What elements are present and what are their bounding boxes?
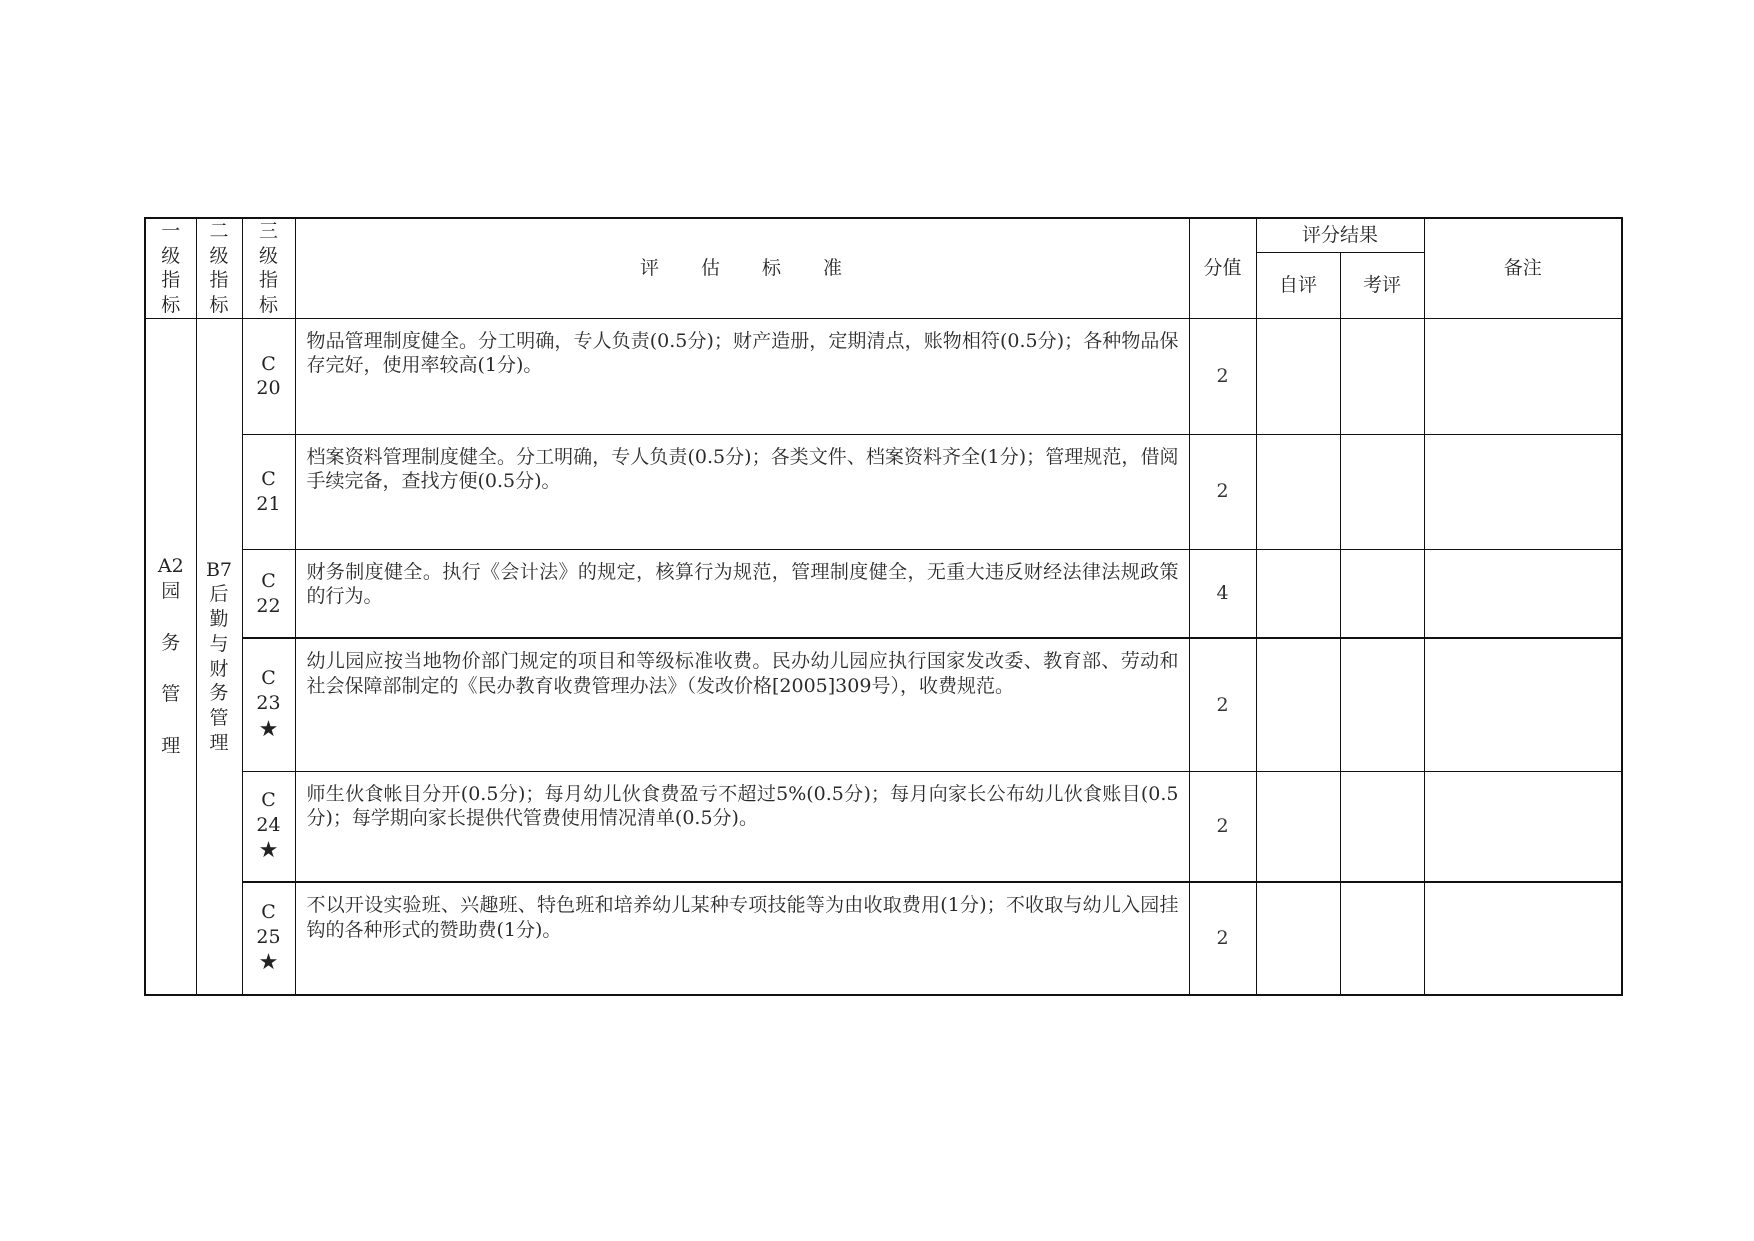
exam-eval-cell[interactable] — [1340, 638, 1424, 771]
table-row — [145, 434, 1622, 549]
score-value: 2 — [1189, 771, 1256, 882]
star-icon: ★ — [258, 838, 279, 864]
level1-cell: A2 园 务 管 理 — [145, 318, 196, 995]
header-self-eval: 自评 — [1256, 253, 1340, 318]
exam-eval-cell[interactable] — [1340, 318, 1424, 434]
table-row — [145, 771, 1622, 882]
exam-eval-cell[interactable] — [1340, 882, 1424, 995]
score-value: 2 — [1189, 318, 1256, 434]
standard-text: 不以开设实验班、兴趣班、特色班和培养幼儿某种专项技能等为由收取费用(1分)；不收取与幼儿入园挂钩的各种形式的赞助费(1分)。 — [295, 882, 1189, 995]
level3-cell: C 23 ★ — [242, 638, 295, 771]
remarks-cell[interactable] — [1424, 882, 1622, 995]
standard-text: 幼儿园应按当地物价部门规定的项目和等级标准收费。民办幼儿园应执行国家发改委、教育部、劳动和社会保障部制定的《民办教育收费管理办法》（发改价格[2005]309号），收费规范。 — [295, 638, 1189, 771]
header-remarks: 备注 — [1424, 218, 1622, 318]
evaluation-table-container — [144, 217, 1621, 996]
level3-cell: C 24 ★ — [242, 771, 295, 882]
self-eval-cell[interactable] — [1256, 882, 1340, 995]
remarks-cell[interactable] — [1424, 771, 1622, 882]
remarks-cell[interactable] — [1424, 318, 1622, 434]
header-standard-title: 评 估 标 准 — [295, 218, 1189, 318]
exam-eval-cell[interactable] — [1340, 771, 1424, 882]
self-eval-cell[interactable] — [1256, 771, 1340, 882]
self-eval-cell[interactable] — [1256, 434, 1340, 549]
self-eval-cell[interactable] — [1256, 549, 1340, 638]
star-icon: ★ — [258, 716, 279, 742]
standard-text: 物品管理制度健全。分工明确，专人负责(0.5分)；财产造册，定期清点，账物相符(0.5分)；各种物品保存完好，使用率较高(1分)。 — [295, 318, 1189, 434]
table-row — [145, 318, 1622, 434]
table-row — [145, 549, 1622, 638]
level3-cell: C 20 — [242, 318, 295, 434]
header-level2: 二 级 指 标 — [196, 218, 242, 318]
score-value: 2 — [1189, 638, 1256, 771]
standard-text: 档案资料管理制度健全。分工明确，专人负责(0.5分)；各类文件、档案资料齐全(1分)；管理规范，借阅手续完备，查找方便(0.5分)。 — [295, 434, 1189, 549]
table-row — [145, 882, 1622, 995]
exam-eval-cell[interactable] — [1340, 549, 1424, 638]
score-value: 2 — [1189, 882, 1256, 995]
header-exam-eval: 考评 — [1340, 253, 1424, 318]
remarks-cell[interactable] — [1424, 434, 1622, 549]
score-value: 4 — [1189, 549, 1256, 638]
standard-text: 师生伙食帐目分开(0.5分)；每月幼儿伙食费盈亏不超过5%(0.5分)；每月向家长公布幼儿伙食账目(0.5分)；每学期向家长提供代管费使用情况清单(0.5分)。 — [295, 771, 1189, 882]
score-value: 2 — [1189, 434, 1256, 549]
standard-text: 财务制度健全。执行《会计法》的规定，核算行为规范，管理制度健全，无重大违反财经法律法规政策的行为。 — [295, 549, 1189, 638]
level3-cell: C 25 ★ — [242, 882, 295, 995]
level3-cell: C 21 — [242, 434, 295, 549]
exam-eval-cell[interactable] — [1340, 434, 1424, 549]
remarks-cell[interactable] — [1424, 638, 1622, 771]
evaluation-table — [144, 217, 1623, 996]
self-eval-cell[interactable] — [1256, 638, 1340, 771]
level3-cell: C 22 — [242, 549, 295, 638]
table-row — [145, 638, 1622, 771]
header-score: 分值 — [1189, 218, 1256, 318]
level2-cell: B7 后 勤 与 财 务 管 理 — [196, 318, 242, 995]
header-result-group: 评分结果 — [1256, 218, 1424, 253]
header-level3: 三 级 指 标 — [242, 218, 295, 318]
header-row-1 — [145, 218, 1622, 253]
header-level1: 一 级 指 标 — [145, 218, 196, 318]
star-icon: ★ — [258, 950, 279, 976]
self-eval-cell[interactable] — [1256, 318, 1340, 434]
remarks-cell[interactable] — [1424, 549, 1622, 638]
